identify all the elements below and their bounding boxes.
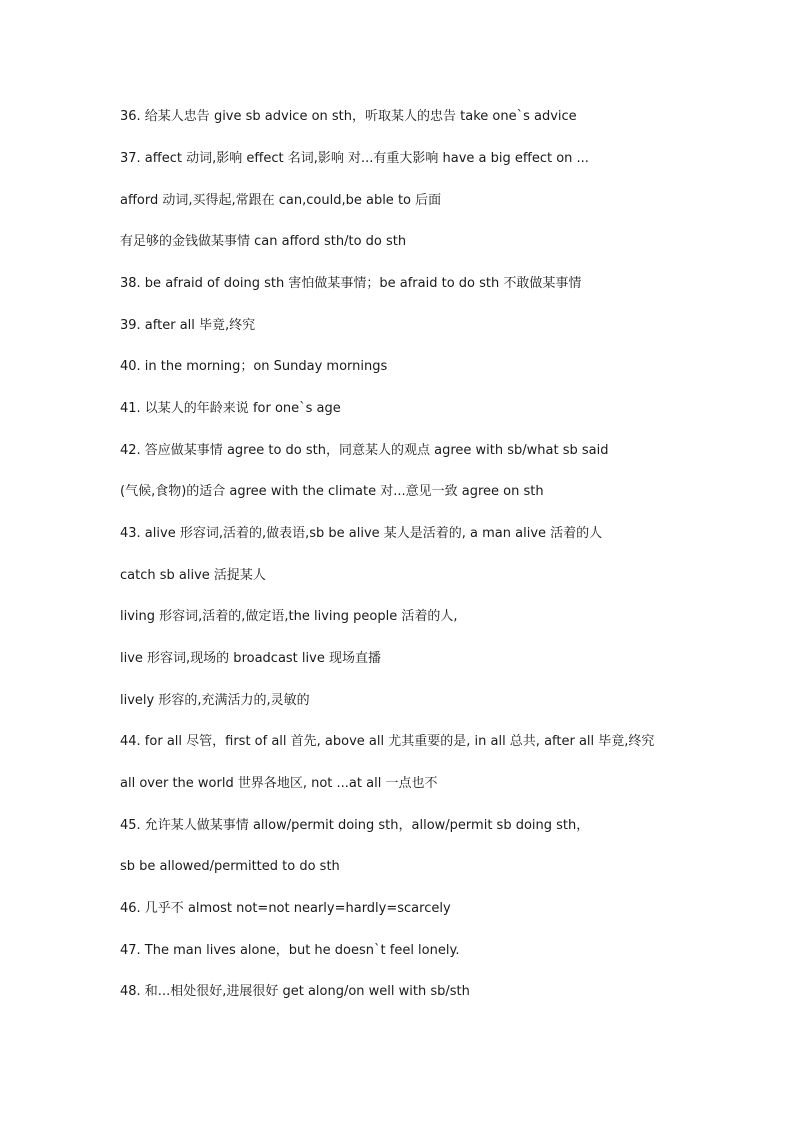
text-line-45: 45. 允许某人做某事情 allow/permit doing sth，allow/permit sb doing sth，	[120, 818, 590, 833]
text-line-living: living 形容词,活着的,做定语,the living people 活着的人,	[120, 609, 458, 624]
text-line-allowed: sb be allowed/permitted to do sth	[120, 859, 340, 874]
text-line-36: 36. 给某人忠告 give sb advice on sth，听取某人的忠告 take one`s advice	[120, 109, 577, 124]
text-line-48: 48. 和...相处很好,进展很好 get along/on well with sb/sth	[120, 984, 470, 999]
text-line-afford: afford 动词,买得起,常跟在 can,could,be able to 后面	[120, 193, 442, 208]
text-line-38: 38. be afraid of doing sth 害怕做某事情；be afraid to do sth 不敢做某事情	[120, 276, 582, 291]
text-line-42: 42. 答应做某事情 agree to do sth，同意某人的观点 agree with sb/what sb said	[120, 443, 609, 458]
text-line-47: 47. The man lives alone，but he doesn`t feel lonely.	[120, 943, 460, 958]
text-line-catch-alive: catch sb alive 活捉某人	[120, 568, 266, 583]
text-line-39: 39. after all 毕竟,终究	[120, 318, 256, 333]
text-line-44: 44. for all 尽管，first of all 首先, above all 尤其重要的是, in all 总共, after all 毕竟,终究	[120, 734, 655, 749]
text-line-lively: lively 形容的,充满活力的,灵敏的	[120, 693, 310, 708]
text-line-live: live 形容词,现场的 broadcast live 现场直播	[120, 651, 381, 666]
text-line-40: 40. in the morning；on Sunday mornings	[120, 359, 388, 374]
text-line-43: 43. alive 形容词,活着的,做表语,sb be alive 某人是活着的, a man alive 活着的人	[120, 526, 603, 541]
text-line-all-over: all over the world 世界各地区, not ...at all 一点也不	[120, 776, 438, 791]
text-line-agree-climate: (气候,食物)的适合 agree with the climate 对...意见一致 agree on sth	[120, 484, 544, 499]
text-line-37: 37. affect 动词,影响 effect 名词,影响 对...有重大影响 have a big effect on ...	[120, 151, 589, 166]
text-line-46: 46. 几乎不 almost not=not nearly=hardly=scarcely	[120, 901, 451, 916]
text-line-41: 41. 以某人的年龄来说 for one`s age	[120, 401, 341, 416]
text-line-can-afford: 有足够的金钱做某事情 can afford sth/to do sth	[120, 234, 407, 249]
